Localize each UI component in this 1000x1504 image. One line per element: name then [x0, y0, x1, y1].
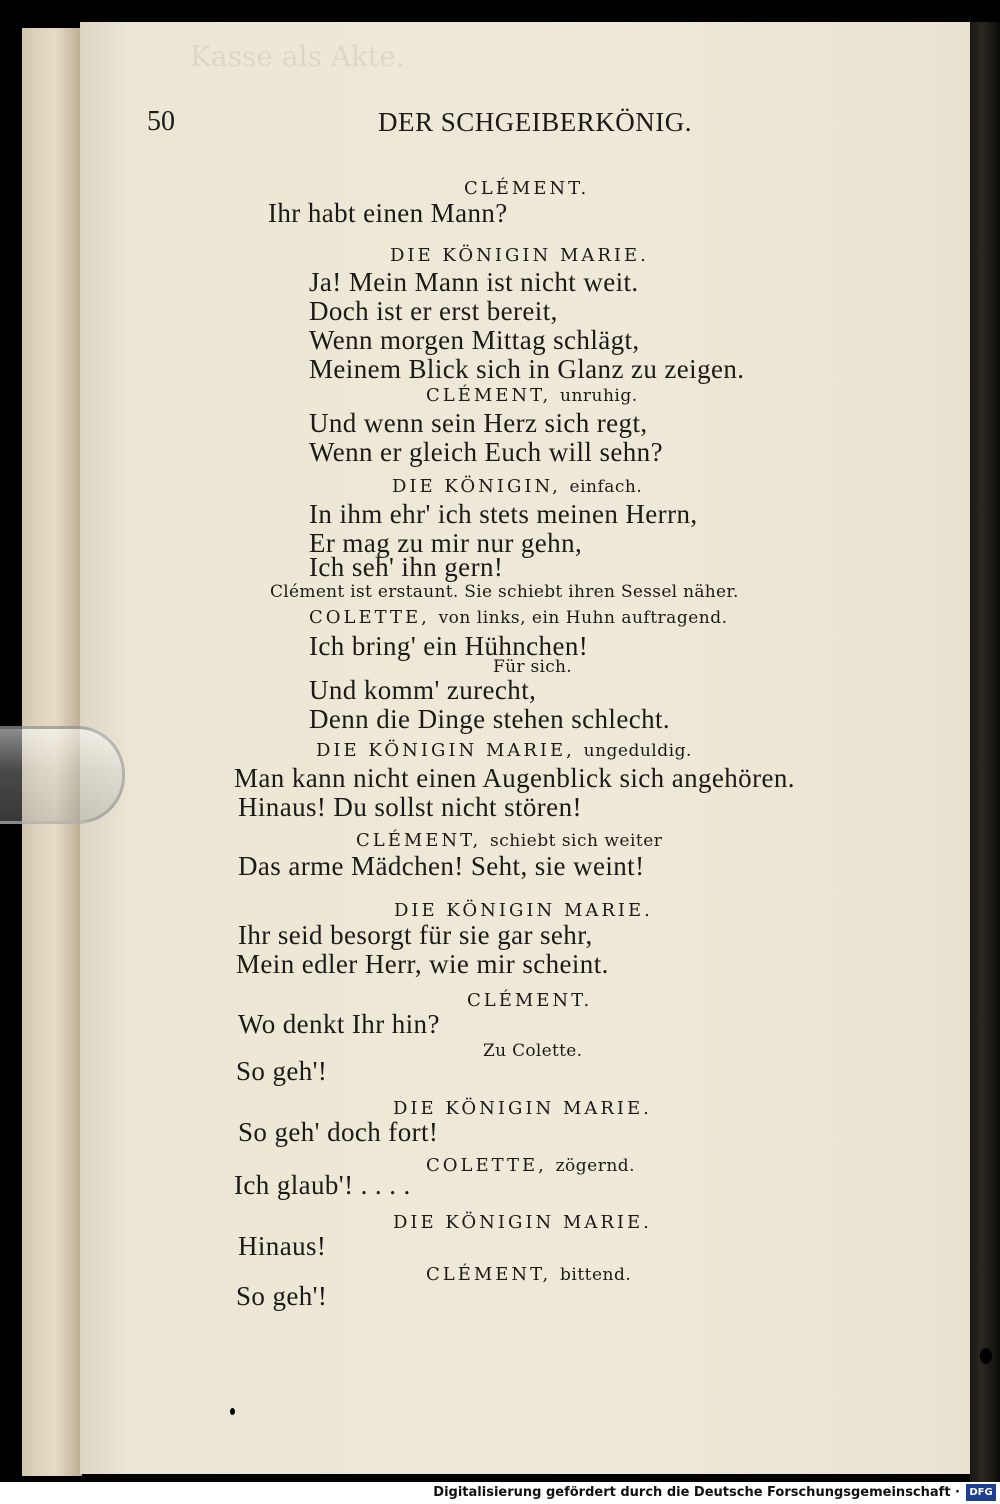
speaker-koenigin-marie: DIE KÖNIGIN MARIE. [393, 1212, 652, 1233]
speaker-clement [356, 830, 662, 851]
verse-line: Man kann nicht einen Augenblick sich angehören. [234, 763, 795, 793]
speaker-name: COLETTE, [426, 1155, 547, 1176]
stage-direction: ungeduldig. [583, 741, 692, 761]
stage-direction: schiebt sich weiter [490, 831, 663, 851]
verse-line: So geh'! [236, 1281, 328, 1311]
speaker-name: DIE KÖNIGIN MARIE, [316, 740, 575, 761]
speaker-koenigin-marie: DIE KÖNIGIN MARIE. [390, 245, 649, 266]
verse-line: Ich bring' ein Hühnchen! [309, 631, 589, 661]
speaker-clement: CLÉMENT. [467, 990, 593, 1011]
verse-line: Ihr seid besorgt für sie gar sehr, [238, 920, 593, 950]
verse-line: Und komm' zurecht, [309, 675, 537, 705]
page-clamp [0, 726, 125, 824]
speaker-colette [426, 1155, 635, 1176]
book-binding [970, 22, 1000, 1482]
running-head: DER SCHGEIBERKÖNIG. [378, 107, 693, 137]
verse-line: Ihr habt einen Mann? [268, 198, 508, 228]
verse-line: Wenn morgen Mittag schlägt, [309, 325, 640, 355]
speck [230, 1408, 235, 1415]
stage-direction: unruhig. [560, 386, 638, 406]
page-number: 50 [147, 106, 175, 137]
binding-hole [980, 1348, 992, 1364]
verse-line: Ich seh' ihn gern! [309, 552, 504, 582]
speaker-name: CLÉMENT, [426, 385, 552, 406]
verse-line: In ihm ehr' ich stets meinen Herrn, [309, 499, 698, 529]
speaker-name: CLÉMENT, [426, 1264, 552, 1285]
speaker-clement [426, 385, 638, 406]
verse-line: Denn die Dinge stehen schlecht. [309, 704, 671, 734]
stage-direction: bittend. [560, 1265, 632, 1285]
speaker-koenigin-marie: DIE KÖNIGIN MARIE. [394, 900, 653, 921]
speaker-name: COLETTE, [309, 607, 430, 628]
verse-line: Doch ist er erst bereit, [309, 296, 558, 326]
speaker-koenigin-marie: DIE KÖNIGIN MARIE. [393, 1098, 652, 1119]
verse-line: Meinem Blick sich in Glanz zu zeigen. [309, 354, 745, 384]
funding-credit: Digitalisierung gefördert durch die Deutsche Forschungsgemeinschaft · [433, 1485, 960, 1500]
stage-direction: einfach. [569, 477, 643, 497]
stage-direction: von links, ein Huhn auftragend. [438, 608, 728, 628]
stage-direction: Clément ist erstaunt. Sie schiebt ihren Sessel näher. [270, 582, 739, 602]
verse-line: Mein edler Herr, wie mir scheint. [236, 949, 609, 979]
verse-line: Hinaus! [238, 1231, 327, 1261]
dfg-logo: DFG [966, 1484, 996, 1501]
verse-line: Wo denkt Ihr hin? [238, 1009, 440, 1039]
verse-line: Das arme Mädchen! Seht, sie weint! [238, 851, 645, 881]
verse-line: Hinaus! Du sollst nicht stören! [238, 792, 582, 822]
verse-line: Und wenn sein Herz sich regt, [309, 408, 648, 438]
speaker-name: CLÉMENT, [356, 830, 482, 851]
stage-direction: Zu Colette. [483, 1041, 583, 1061]
verse-line: Ich glaub'! . . . . [234, 1170, 411, 1200]
verse-line: Er mag zu mir nur gehn, [309, 528, 583, 558]
show-through-head: Kasse als Akte. [190, 40, 405, 73]
verse-line: Ja! Mein Mann ist nicht weit. [309, 267, 639, 297]
digitization-footer [0, 1482, 1000, 1504]
stage-direction: Für sich. [493, 657, 573, 677]
verse-line: So geh' doch fort! [238, 1117, 439, 1147]
verse-line: So geh'! [236, 1056, 328, 1086]
speaker-koenigin [392, 476, 642, 497]
stage-direction: zögernd. [555, 1156, 636, 1176]
speaker-koenigin-marie [316, 740, 692, 761]
speaker-clement [426, 1264, 631, 1285]
speaker-name: DIE KÖNIGIN, [392, 476, 561, 497]
speaker-colette [309, 607, 728, 628]
verse-line: Wenn er gleich Euch will sehn? [309, 437, 663, 467]
speaker-clement: CLÉMENT. [464, 178, 590, 199]
